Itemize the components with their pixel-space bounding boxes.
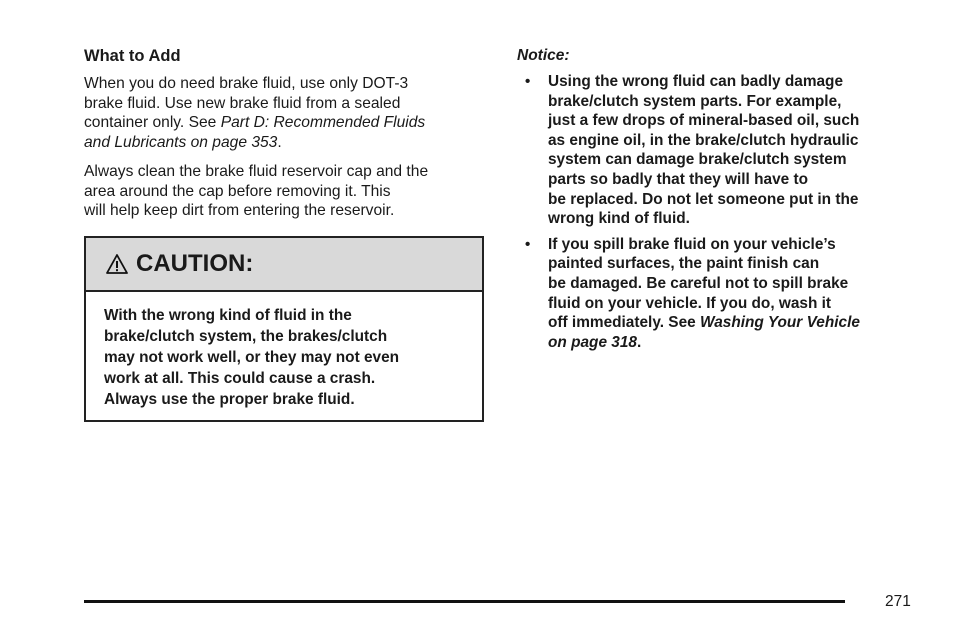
paragraph-clean-cap: Always clean the brake fluid reservoir cap and the area around the cap before removing it. This will help keep dirt from entering the reservoir. xyxy=(84,163,429,219)
caution-text: With the wrong kind of fluid in the brake/clutch system, the brakes/clutch may not work well, or they may not even work at all. This could cause a crash. Always use the proper brake fluid. xyxy=(104,307,400,408)
notice-bullet-wrong-fluid: • Using the wrong fluid can badly damage brake/clutch system parts. For example, just a few drops of mineral-based oil, such as engine oil, in the brake/clutch hydraulic system can damage brake/clutch system parts so badly that they will have to be replaced. Do not let someone put in the wrong kind of fluid. xyxy=(525,73,860,228)
left-column xyxy=(84,46,489,231)
cross-reference-washing[interactable]: Washing Your Vehicle xyxy=(699,314,860,332)
paragraph-brake-fluid-type: When you do need brake fluid, use only DOT-3 brake fluid. Use new brake fluid from a sealed container only. See Part D: Recommended Fluids and Lubricants on page 353. xyxy=(84,75,426,151)
cross-reference-fluids-page[interactable]: and Lubricants on page 353 xyxy=(84,133,278,151)
page-number: 271 xyxy=(885,593,911,610)
notice-title: Notice: xyxy=(517,47,570,64)
cross-reference-washing-page[interactable]: on page 318 xyxy=(548,333,637,351)
bullet-icon: • xyxy=(525,73,531,90)
section-heading: What to Add xyxy=(84,47,181,65)
cross-reference-fluids[interactable]: Part D: Recommended Fluids xyxy=(220,114,426,131)
notice-bullet-spill: • If you spill brake fluid on your vehicle’s painted surfaces, the paint finish can be damaged. Be careful not to spill brake fluid on your vehicle. If you do, wash it off immediately. See Washing Your Vehicle on page 318. xyxy=(525,235,860,351)
caution-title: CAUTION: xyxy=(136,250,254,277)
caution-header xyxy=(86,238,482,292)
bullet-icon: • xyxy=(525,235,531,253)
right-column xyxy=(517,46,922,358)
warning-triangle-icon xyxy=(106,253,128,275)
caution-box xyxy=(84,236,484,422)
footer-rule xyxy=(84,600,845,603)
